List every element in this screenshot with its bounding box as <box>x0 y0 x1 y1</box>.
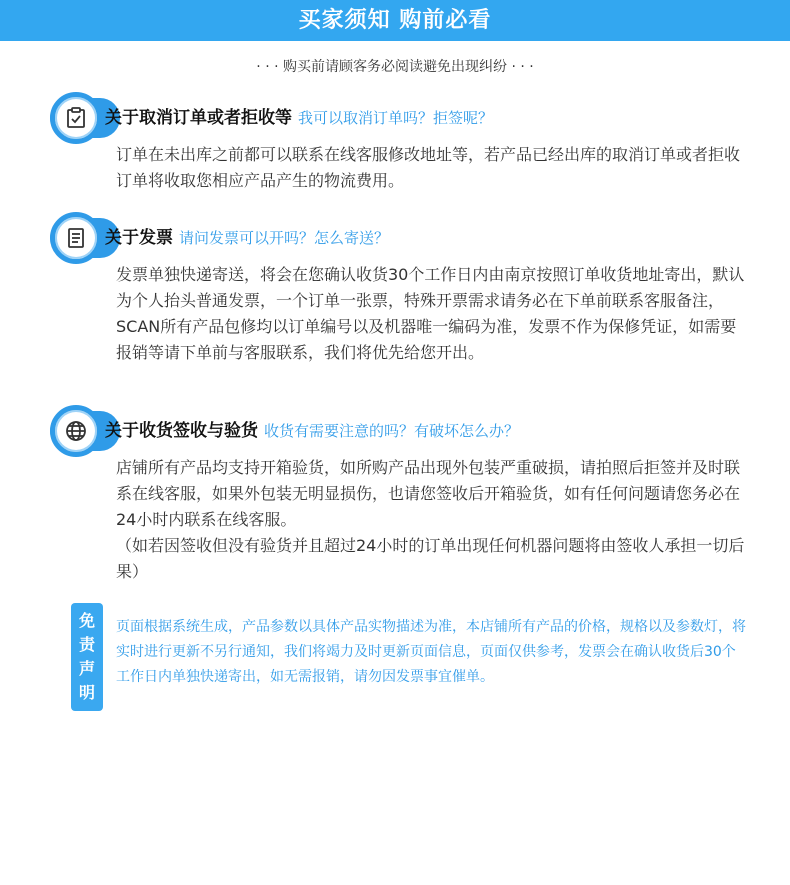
section-body <box>116 262 748 366</box>
section-title <box>105 104 493 132</box>
disclaimer-tag <box>71 603 103 711</box>
subtitle: · · · 购买前请顾客务必阅读避免出现纠纷 · · · <box>256 59 534 75</box>
globe-icon <box>50 405 102 457</box>
section-invoice <box>0 210 790 362</box>
section-question: 请问发票可以开吗？怎么寄送？ <box>179 229 390 247</box>
section-receipt-inspection <box>0 403 790 581</box>
section-paragraph: 店铺所有产品均支持开箱验货，如所购产品出现外包装严重破损，请拍照后拒签并及时联系在线客服，如果外包装无明显损伤，也请您签收后开箱验货，如有任何问题请您务必在24小时内联系在线客服。 <box>116 458 741 529</box>
section-question: 收货有需要注意的吗？有破坏怎么办？ <box>264 422 520 440</box>
section-note: （如若因签收但没有验货并且超过24小时的订单出现任何机器问题将由签收人承担一切后果） <box>116 536 745 581</box>
header-banner <box>0 0 790 41</box>
disclaimer-tag-char: 责 <box>78 635 95 654</box>
section-title <box>105 417 519 445</box>
clipboard-check-icon <box>50 92 102 144</box>
section-question: 我可以取消订单吗？拒签呢？ <box>298 109 494 127</box>
section-heading-row <box>0 90 790 146</box>
disclaimer-tag-char: 明 <box>78 683 95 702</box>
disclaimer-tag-char: 声 <box>78 659 95 678</box>
section-title <box>105 224 389 252</box>
banner-title: 买家须知 购前必看 <box>298 8 492 33</box>
section-title-main: 关于取消订单或者拒收等 <box>105 108 292 128</box>
section-paragraph: 订单在未出库之前都可以联系在线客服修改地址等，若产品已经出库的取消订单或者拒收订单将收取您相应产品产生的物流费用。 <box>116 145 741 190</box>
section-cancel-order <box>0 90 790 190</box>
section-paragraph: 发票单独快递寄送，将会在您确认收货30个工作日内由南京按照订单收货地址寄出，默认为个人抬头普通发票，一个订单一张票，特殊开票需求请务必在下单前联系客服备注，SCAN所有产品包修均以订单编号以及机器唯一编码为准，发票不作为保修凭证，如需要报销等请下单前与客服联系，我们将优先给您开出。 <box>116 265 745 362</box>
section-heading-row <box>0 210 790 266</box>
section-body <box>116 455 748 585</box>
disclaimer-text: 页面根据系统生成，产品参数以具体产品实物描述为准，本店铺所有产品的价格，规格以及参数灯，将实时进行更新不另行通知，我们将竭力及时更新页面信息，页面仅供参考，发票会在确认收货后30个工作日内单独快递寄出，如无需报销，请勿因发票事宜催单。 <box>116 619 746 685</box>
disclaimer-tag-char: 免 <box>78 611 95 630</box>
section-title-main: 关于收货签收与验货 <box>105 421 258 441</box>
section-title-main: 关于发票 <box>105 228 173 248</box>
document-icon <box>50 212 102 264</box>
section-body <box>116 142 748 194</box>
section-heading-row <box>0 403 790 459</box>
